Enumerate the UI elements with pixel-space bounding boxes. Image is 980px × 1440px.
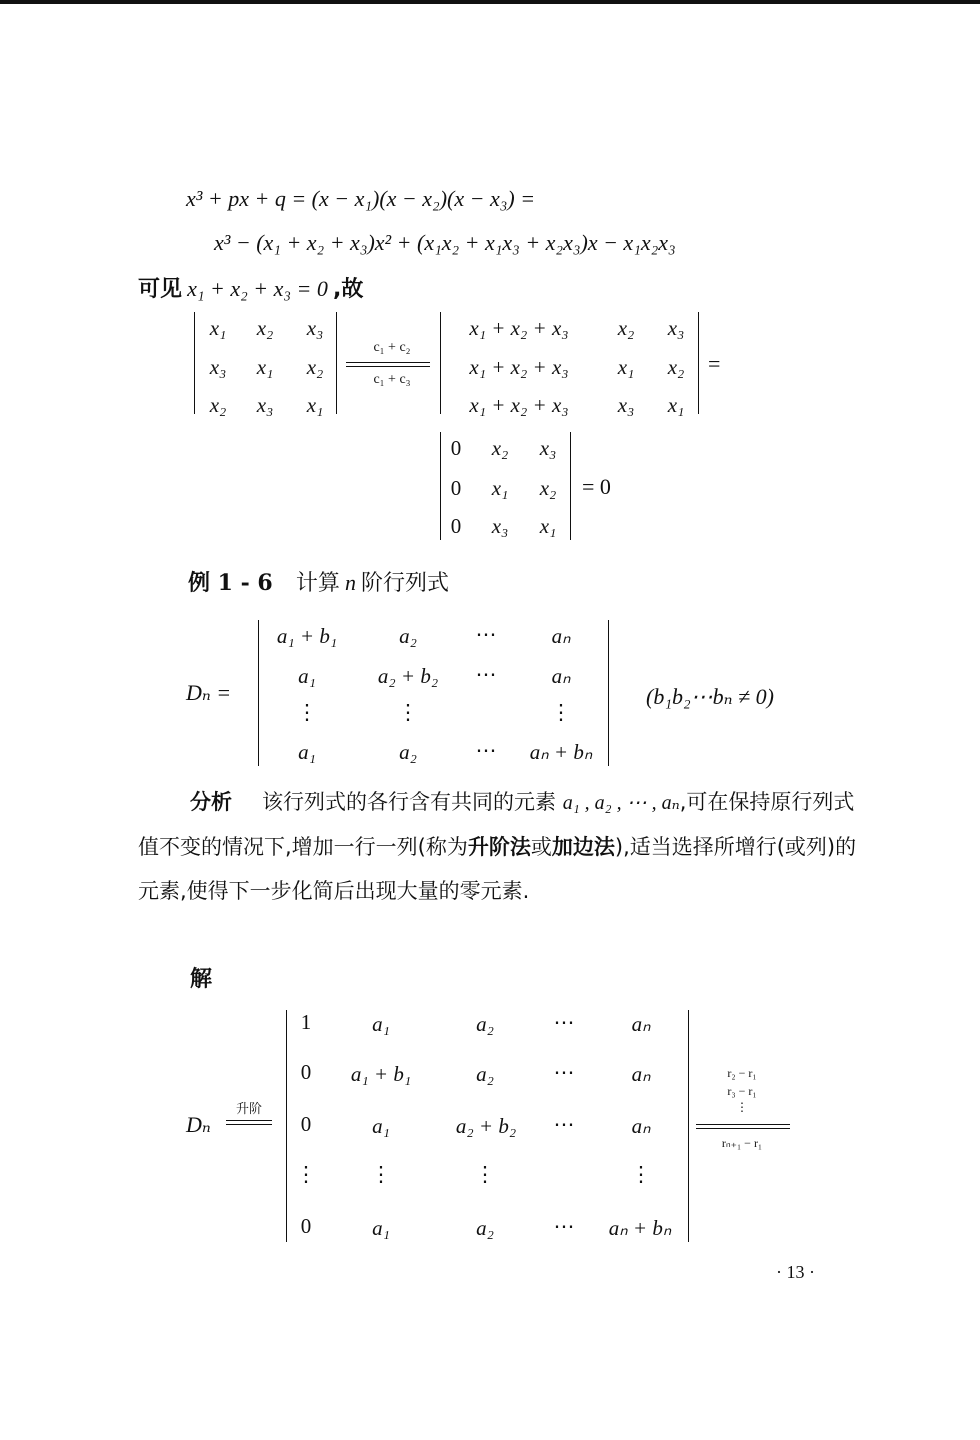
sol-cell: ⋯ [553,1010,575,1034]
analysis-text-2: ,可在保持原行列式值不变的情况下,增加一行一列(称为 [138,790,855,859]
sol-cell: ⋮ [370,1162,392,1186]
dn-cell: ⋯ [475,622,497,646]
det3-cell: x₁ [491,476,509,500]
top-rule [0,0,980,4]
equation-line-2: x³ − (x₁ + x₂ + x₃)x² + (x₁x₂ + x₁x₃ + x₂x₃)x − x₁x₂x₃ [214,230,676,255]
row-op-1: r₂ − r₁ [727,1066,757,1080]
det3-cell: 0 [450,436,462,460]
det1-cell: x₁ [256,355,274,379]
det2-right-bar [698,312,699,414]
dn-cell: aₙ [551,624,571,648]
analysis-bold-2: 加边法 [551,835,615,859]
sol-right-bar [688,1010,689,1242]
det3-cell: 0 [450,476,462,500]
sol-cell: a₁ [372,1216,390,1240]
det3-right-bar [570,432,571,540]
solution-lhs: Dₙ [186,1112,211,1137]
analysis-math: a₁ , a₂ , ⋯ , aₙ [562,792,680,814]
det3-cell: x₃ [539,436,557,460]
dn-cell: ⋮ [550,700,572,724]
solution-label: 解 [190,967,213,992]
dn-left-bar [258,620,259,766]
example-n: n [344,570,356,595]
sol-cell: a₁ [372,1012,390,1036]
row-equiv-1 [696,1124,790,1125]
dn-cell: a₁ [298,740,316,764]
det1-left-bar [194,312,195,414]
det1-cell: x₁ [209,316,227,340]
det1-right-bar [336,312,337,414]
dn-right-bar [608,620,609,766]
raise-equiv-1 [226,1120,272,1121]
page-number: · 13 · [776,1262,815,1282]
conclusion-math: x₁ + x₂ + x₃ = 0 [187,276,328,301]
example-heading [188,566,449,597]
sol-cell: ⋯ [553,1214,575,1238]
dn-cell: ⋮ [397,700,419,724]
row-op-2: r₃ − r₁ [727,1084,757,1098]
sol-cell: aₙ [631,1012,651,1036]
det1-cell: x₃ [256,393,274,417]
det2-left-bar [440,312,441,414]
dn-cell: ⋮ [296,700,318,724]
sol-cell: ⋯ [553,1060,575,1084]
det2-cell: x₂ [667,355,685,379]
column-op-bottom: c₁ + c₃ [373,372,411,387]
sol-cell: a₁ [372,1114,390,1138]
sol-cell: 0 [300,1214,312,1238]
det2-cell: x₃ [617,393,635,417]
dn-cell: a₂ [399,740,417,764]
det2-cell: x₃ [667,316,685,340]
sol-left-bar [286,1010,287,1242]
dn-cell: ⋯ [475,738,497,762]
analysis-text-3: ),适当选择所增行(或列)的元素,使得下一步化简后出现大量的零元素. [138,835,857,903]
dn-cell: a₁ + b₁ [276,624,338,648]
example-label: 例 1 - 6 [188,570,273,596]
det3-cell: x₃ [491,514,509,538]
analysis-text-1: 该行列式的各行含有共同的元素 [262,790,556,814]
sol-cell: 0 [300,1060,312,1084]
sol-cell: 1 [300,1010,312,1034]
analysis-paragraph [138,780,858,913]
det2-cell: x₁ + x₂ + x₃ [469,393,569,417]
example-tail: 阶行列式 [361,571,450,596]
sol-cell: a₂ [476,1216,494,1240]
sol-cell: a₁ + b₁ [350,1062,412,1086]
row-op-last: rₙ₊₁ − r₁ [721,1136,763,1150]
det2-cell: x₁ [617,355,635,379]
dn-cell: ⋯ [475,662,497,686]
dn-cell: aₙ + bₙ [529,740,593,764]
det1-cell: x₃ [306,316,324,340]
column-op-top: c₁ + c₂ [373,340,411,355]
det1-cell: x₂ [256,316,274,340]
example-text: 计算 [295,571,340,596]
dn-lhs: Dₙ = [186,680,232,705]
raise-equiv-2 [226,1124,272,1125]
det2-cell: x₁ + x₂ + x₃ [469,355,569,379]
equiv-line-1 [346,362,430,363]
raise-order-label: 升阶 [235,1102,262,1117]
det2-equals: = [708,351,721,376]
det3-cell: x₂ [539,476,557,500]
conclusion-label: 可见 [138,277,183,302]
sol-cell: ⋮ [474,1162,496,1186]
sol-cell: 0 [300,1112,312,1136]
sol-cell: a₂ [476,1062,494,1086]
det3-cell: x₂ [491,436,509,460]
det3-left-bar [440,432,441,540]
sol-cell: a₂ [476,1012,494,1036]
equiv-line-2 [346,366,430,367]
analysis-bold-1: 升阶法 [467,835,531,859]
sol-cell: aₙ [631,1114,651,1138]
sol-cell: ⋮ [630,1162,652,1186]
analysis-mid: 或 [530,835,552,859]
row-equiv-2 [696,1128,790,1129]
det2-cell: x₁ + x₂ + x₃ [469,316,569,340]
det1-cell: x₂ [209,393,227,417]
det1-cell: x₂ [306,355,324,379]
det2-cell: x₂ [617,316,635,340]
det1-cell: x₃ [209,355,227,379]
dn-cell: a₂ [399,624,417,648]
conclusion-line [138,272,363,303]
sol-cell: aₙ + bₙ [608,1216,672,1240]
dn-cell: a₁ [298,664,316,688]
analysis-label: 分析 [190,790,232,814]
sol-cell: ⋮ [295,1162,317,1186]
row-op-vdots: ⋮ [736,1100,748,1114]
det1-cell: x₁ [306,393,324,417]
sol-cell: a₂ + b₂ [455,1114,517,1138]
det2-cell: x₁ [667,393,685,417]
det3-cell: 0 [450,514,462,538]
dn-condition: (b₁b₂⋯bₙ ≠ 0) [646,684,774,709]
det3-equals-zero: = 0 [582,474,611,499]
sol-cell: aₙ [631,1062,651,1086]
conclusion-tail: ,故 [332,277,364,302]
det3-cell: x₁ [539,514,557,538]
equation-line-1: x³ + px + q = (x − x₁)(x − x₂)(x − x₃) = [186,186,536,211]
dn-cell: a₂ + b₂ [377,664,439,688]
sol-cell: ⋯ [553,1112,575,1136]
dn-cell: aₙ [551,664,571,688]
